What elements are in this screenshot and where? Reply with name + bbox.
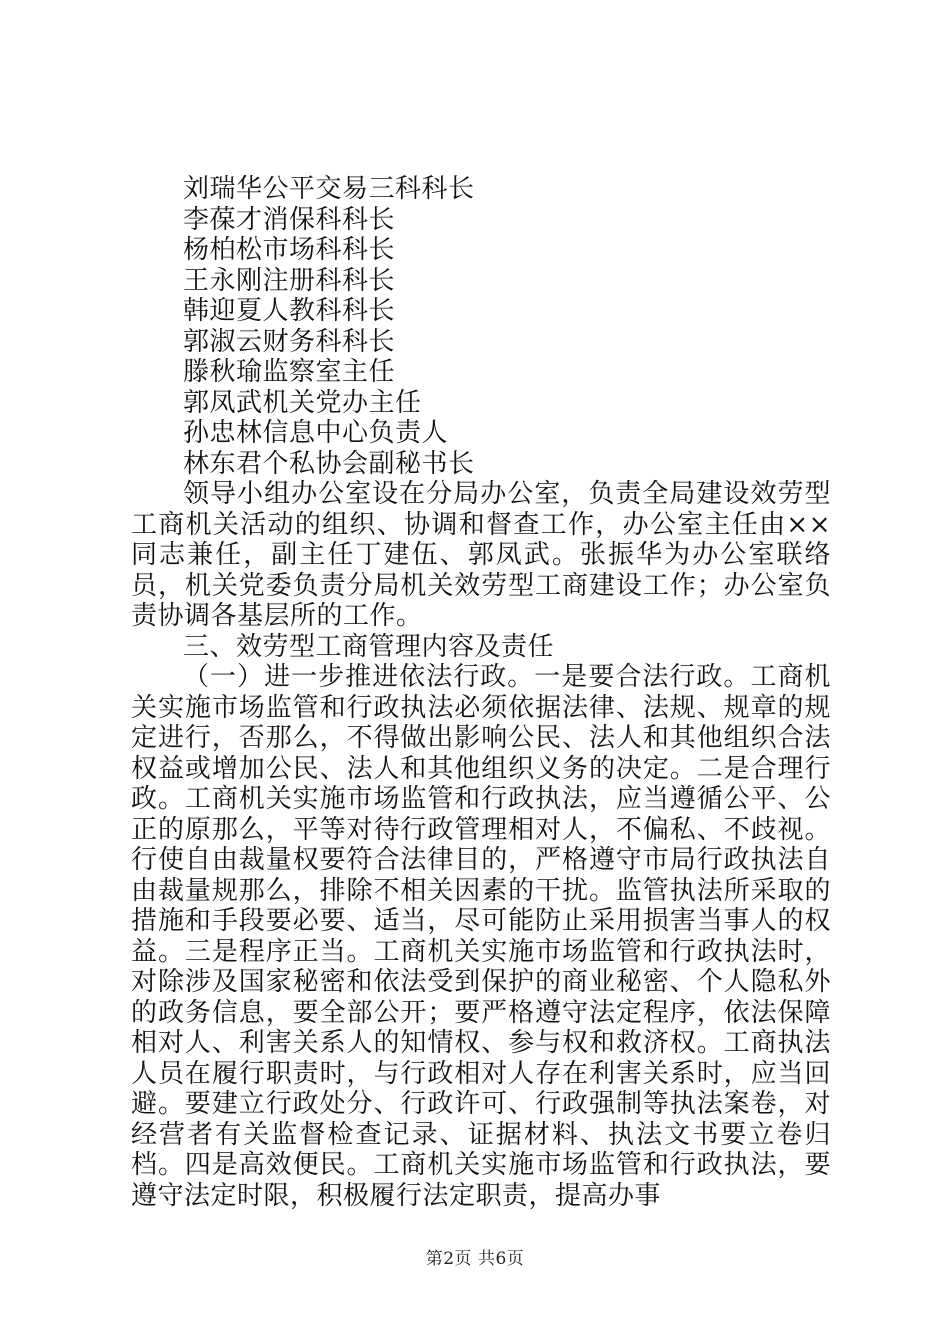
- document-body: [131, 174, 831, 1211]
- roster-line: 王永刚注册科科长: [183, 265, 396, 296]
- page-footer: 第2页 共6页: [425, 1249, 525, 1269]
- roster-line: 李葆才消保科科长: [183, 204, 396, 235]
- roster-line: 滕秋瑜监察室主任: [183, 357, 396, 387]
- section-heading: 三、效劳型工商管理内容及责任: [183, 631, 555, 662]
- roster-line: 孙忠林信息中心负责人: [183, 418, 449, 448]
- section-paragraph: （一）进一步推进依法行政。一是要合法行政。工商机关实施市场监管和行政执法必须依据法律、法规、规章的规定进行，否那么，不得做出影响公民、法人和其他组织合法权益或增加公民、法人和其他组织义务的决定。二是合理行政。工商机关实施市场监管和行政执法，应当遵循公平、公正的原那么，平等对待行政管理相对人，不偏私、不歧视。行使自由裁量权要符合法律目的，严格遵守市局行政执法自由裁量规那么，排除不相关因素的干扰。监管执法所采取的措施和手段要必要、适当，尽可能防止采用损害当事人的权益。三是程序正当。工商机关实施市场监管和行政执法时，对除涉及国家秘密和依法受到保护的商业秘密、个人隐私外的政务信息，要全部公开；要严格遵守法定程序，依法保障相对人、利害关系人的知情权、参与权和救济权。工商执法人员在履行职责时，与行政相对人存在利害关系时，应当回避。要建立行政处分、行政许可、行政强制等执法案卷，对经营者有关监督检查记录、证据材料、执法文书要立卷归档。四是高效便民。工商机关实施市场监管和行政执法，要遵守法定时限，积极履行法定职责，提高办事: [131, 662, 831, 1211]
- roster-line: 刘瑞华公平交易三科科长: [183, 174, 475, 204]
- roster-line: 郭凤武机关党办主任: [183, 387, 422, 418]
- roster-line: 杨柏松市场科科长: [183, 235, 396, 265]
- roster-line: 郭淑云财务科科长: [183, 326, 396, 357]
- roster-line: 林东君个私协会副秘书长: [183, 448, 475, 479]
- roster-line: 韩迎夏人教科科长: [183, 296, 396, 326]
- office-paragraph: 领导小组办公室设在分局办公室，负责全局建设效劳型工商机关活动的组织、协调和督查工作，办公室主任由××同志兼任，副主任丁建伍、郭凤武。张振华为办公室联络员，机关党委负责分局机关效劳型工商建设工作；办公室负责协调各基层所的工作。: [131, 479, 831, 631]
